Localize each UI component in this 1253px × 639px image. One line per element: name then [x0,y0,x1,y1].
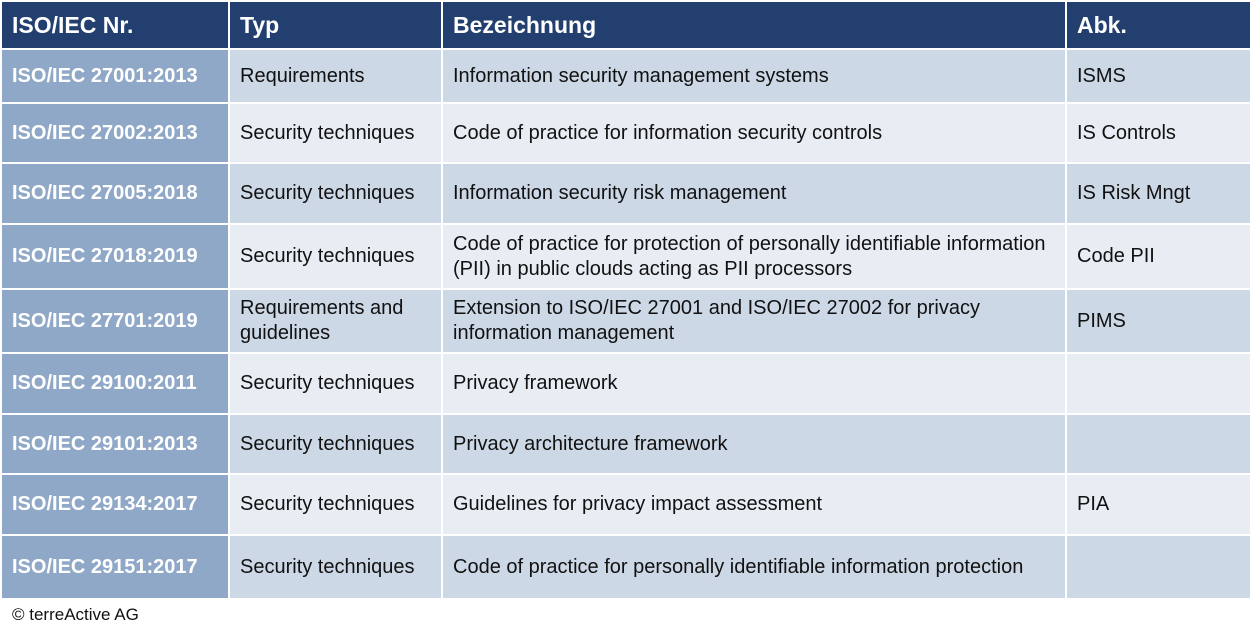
table-row [1,414,1251,474]
cell-abk: ISMS [1066,49,1251,103]
cell-iso-nr: ISO/IEC 27005:2018 [1,163,229,224]
cell-iso-nr: ISO/IEC 27701:2019 [1,289,229,353]
header-abk: Abk. [1066,1,1251,49]
cell-typ: Security techniques [229,414,442,474]
cell-typ: Security techniques [229,474,442,535]
cell-iso-nr: ISO/IEC 29100:2011 [1,353,229,414]
cell-abk [1066,414,1251,474]
cell-bezeichnung: Code of practice for protection of personally identifiable information (PII) in public clouds acting as PII processors [442,224,1066,289]
cell-iso-nr: ISO/IEC 27002:2013 [1,103,229,163]
header-bezeichnung: Bezeichnung [442,1,1066,49]
cell-abk: PIMS [1066,289,1251,353]
table-row [1,49,1251,103]
cell-bezeichnung: Privacy framework [442,353,1066,414]
cell-bezeichnung: Information security management systems [442,49,1066,103]
cell-typ: Requirements [229,49,442,103]
cell-abk: Code PII [1066,224,1251,289]
cell-abk [1066,535,1251,599]
table-row [1,289,1251,353]
table-row [1,103,1251,163]
table-row [1,474,1251,535]
cell-bezeichnung: Information security risk management [442,163,1066,224]
cell-typ: Security techniques [229,103,442,163]
cell-bezeichnung: Extension to ISO/IEC 27001 and ISO/IEC 27002 for privacy information management [442,289,1066,353]
cell-abk [1066,353,1251,414]
cell-bezeichnung: Privacy architecture framework [442,414,1066,474]
cell-abk: PIA [1066,474,1251,535]
cell-bezeichnung: Code of practice for personally identifiable information protection [442,535,1066,599]
cell-abk: IS Risk Mngt [1066,163,1251,224]
cell-typ: Security techniques [229,535,442,599]
cell-iso-nr: ISO/IEC 29101:2013 [1,414,229,474]
cell-iso-nr: ISO/IEC 27001:2013 [1,49,229,103]
cell-iso-nr: ISO/IEC 29151:2017 [1,535,229,599]
cell-typ: Security techniques [229,353,442,414]
header-typ: Typ [229,1,442,49]
table-row [1,163,1251,224]
table-row [1,535,1251,599]
cell-iso-nr: ISO/IEC 27018:2019 [1,224,229,289]
cell-bezeichnung: Code of practice for information security controls [442,103,1066,163]
table-row [1,224,1251,289]
cell-bezeichnung: Guidelines for privacy impact assessment [442,474,1066,535]
table-header-row [1,1,1251,49]
cell-typ: Security techniques [229,224,442,289]
cell-typ: Requirements and guidelines [229,289,442,353]
header-iso-nr: ISO/IEC Nr. [1,1,229,49]
cell-abk: IS Controls [1066,103,1251,163]
copyright-notice: © terreActive AG [12,605,139,624]
cell-iso-nr: ISO/IEC 29134:2017 [1,474,229,535]
table-row [1,353,1251,414]
cell-typ: Security techniques [229,163,442,224]
